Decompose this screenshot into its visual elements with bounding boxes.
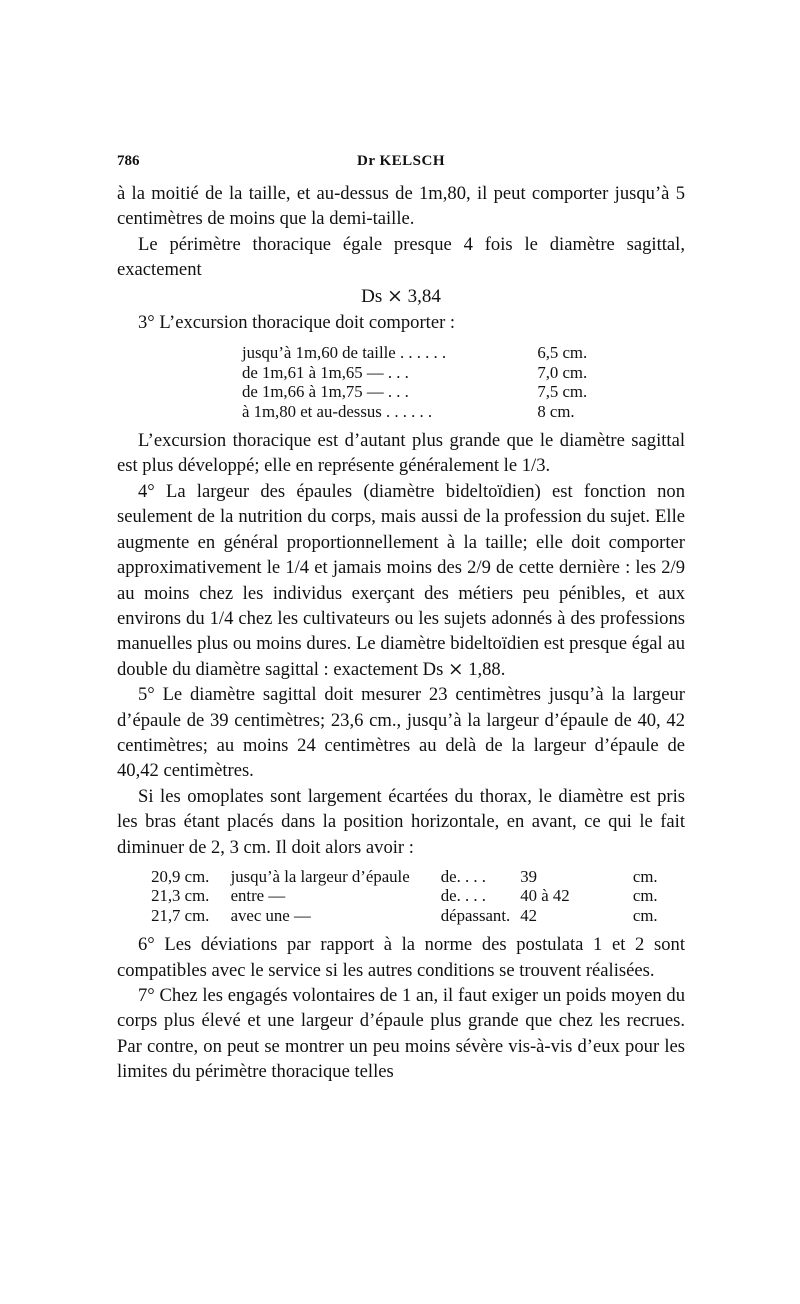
paragraph-4: L’excursion thoracique est d’autant plus grande que le diamètre sagittal est plus développé; elle en représente généralement le 1/3. [117, 430, 685, 477]
table-row [117, 402, 685, 421]
shoulder-width: 40 à 42 [520, 886, 570, 906]
diameter-table [117, 867, 685, 925]
excursion-value: 6,5 cm. [537, 343, 588, 363]
table-row [117, 382, 685, 401]
table-row [117, 363, 685, 382]
running-title: Dr KELSCH [357, 153, 445, 169]
shoulder-width: 42 [520, 905, 538, 925]
table-row [117, 867, 685, 886]
excursion-value: 7,0 cm. [537, 362, 588, 382]
diameter-relation: de. . . . [440, 886, 486, 906]
page-number: 786 [117, 153, 140, 169]
table-row [117, 886, 685, 905]
diameter-value: 20,9 cm. [151, 866, 210, 886]
excursion-table [117, 343, 685, 421]
excursion-range: jusqu’à 1m,60 de taille . . . . . . [241, 343, 447, 363]
paragraph-5: 4° La largeur des épaules (diamètre bideltoïdien) est fonction non seulement de la nutrition du corps, mais aussi de la profession du sujet. Elle augmente en général proportionnellement à la taille; elle doit comporter approximativement le 1/4 et jamais moins des 2/9 de cette dernière : les 2/9 au moins chez les individus exerçant des métiers peu pénibles, et aux environs du 1/4 chez les cultivateurs ou les sujets adonnés à des professions manuelles plus ou moins dures. Le diamètre bideltoïdien est presque égal au double du diamètre sagittal : exactement Ds ⨯ 1,88. [117, 480, 685, 680]
page-body [117, 181, 685, 1085]
excursion-value: 7,5 cm. [537, 382, 588, 402]
diameter-desc: avec une — [230, 905, 311, 925]
formula: Ds ⨯ 3,84 [361, 285, 441, 307]
paragraph-1: à la moitié de la taille, et au-dessus de 1m,80, il peut comporter jusqu’à 5 centimètres de moins que la demi-taille. [117, 183, 685, 230]
diameter-value: 21,7 cm. [151, 905, 210, 925]
shoulder-width: 39 [520, 866, 538, 886]
running-header [117, 153, 685, 177]
paragraph-9: 7° Chez les engagés volontaires de 1 an, il faut exiger un poids moyen du corps plus élevé et une largeur d’épaule plus grande que chez les recrues. Par contre, on peut se montrer un peu moins sévère vis-à-vis d’eux pour les limites du périmètre thoracique telles [117, 985, 685, 1083]
excursion-range: de 1m,61 à 1m,65 — . . . [241, 362, 409, 382]
excursion-range: à 1m,80 et au-dessus . . . . . . [241, 401, 433, 421]
paragraph-8: 6° Les déviations par rapport à la norme des postulata 1 et 2 sont compatibles avec le service si les autres conditions se trouvent réalisées. [117, 934, 685, 981]
excursion-range: de 1m,66 à 1m,75 — . . . [241, 382, 409, 402]
unit: cm. [632, 886, 658, 906]
paragraph-3: 3° L’excursion thoracique doit comporter : [138, 312, 456, 334]
table-row [117, 906, 685, 925]
diameter-value: 21,3 cm. [151, 886, 210, 906]
diameter-desc: jusqu’à la largeur d’épaule [230, 866, 410, 886]
diameter-relation: dépassant. [440, 905, 511, 925]
diameter-relation: de. . . . [440, 866, 486, 886]
paragraph-2: Le périmètre thoracique égale presque 4 fois le diamètre sagittal, exactement [117, 233, 685, 281]
diameter-desc: entre — [230, 886, 286, 906]
unit: cm. [632, 905, 658, 925]
paragraph-6: 5° Le diamètre sagittal doit mesurer 23 centimètres jusqu’à la largeur d’épaule de 39 centimètres; 23,6 cm., jusqu’à la largeur d’épaule de 40, 42 centimètres; au moins 24 centimètres au delà de la largeur d’épaule de 40,42 centimètres. [117, 684, 685, 782]
table-row [117, 343, 685, 362]
paragraph-7: Si les omoplates sont largement écartées du thorax, le diamètre est pris les bras étant placés dans la position horizontale, en avant, ce qui le fait diminuer de 2, 3 cm. Il doit alors avoir : [117, 785, 685, 858]
unit: cm. [632, 866, 658, 886]
excursion-value: 8 cm. [537, 401, 575, 421]
